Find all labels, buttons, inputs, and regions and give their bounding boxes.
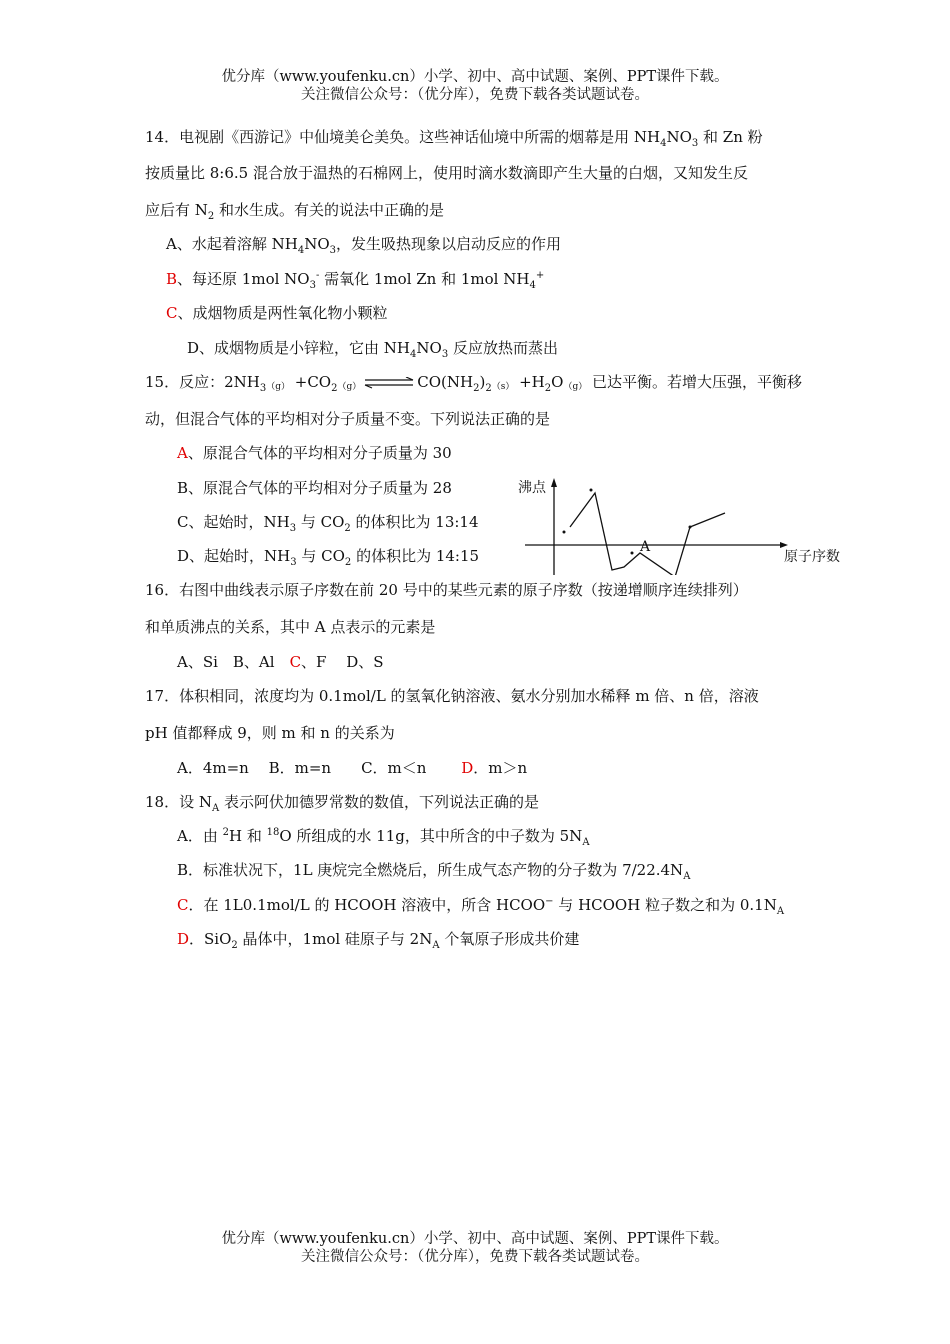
- boiling-point-curve: [570, 493, 725, 575]
- q18-option-a: A．由 $^2$H 和 $^{18}$O 所组成的水 11g，其中所含的中子数为 $5N_A$: [177, 827, 590, 848]
- q14-option-d: D、成烟物质是小锌粒，它由 $NH_4NO_3$ 反应放热而蒸出: [187, 339, 558, 360]
- q15-option-d: D、起始时，$NH_3$ 与 $CO_2$ 的体积比为 14:15: [177, 547, 480, 568]
- q15-option-a: A、原混合气体的平均相对分子质量为 30: [177, 444, 452, 462]
- q15-option-c: C、起始时，$NH_3$ 与 $CO_2$ 的体积比为 13:14: [177, 513, 479, 534]
- q15-line-2: 动，但混合气体的平均相对分子质量不变。下列说法正确的是: [145, 410, 551, 428]
- equilibrium-arrows-icon: [363, 377, 415, 389]
- q14-line-2: 按质量比 8:6.5 混合放于温热的石棉网上，使用时滴水数滴即产生大量的白烟，又知发生反: [145, 164, 748, 182]
- q14-option-a: A、水起着溶解 $NH_4NO_3$，发生吸热现象以启动反应的作用: [166, 235, 562, 256]
- y-axis-arrow-icon: [551, 478, 557, 487]
- q14-option-b: B、每还原 1mol $NO_3^-$ 需氧化 1mol Zn 和 1mol $NH_4^+$: [166, 270, 545, 291]
- q14-option-c: C、成烟物质是两性氧化物小颗粒: [166, 304, 388, 322]
- q14-line-1: 14．电视剧《西游记》中仙境美仑美奂。这些神话仙境中所需的烟幕是用 $NH_4NO_3$ 和 Zn 粉: [145, 128, 763, 149]
- header-line-2: 关注微信公众号：（优分库），免费下载各类试题试卷。: [301, 87, 649, 103]
- q18-line-1: 18．设 $N_A$ 表示阿伏加德罗常数的数值，下列说法正确的是: [145, 793, 539, 814]
- q15-line-1: 15．反应：$2NH_3(g) +CO_2(g)$ $CO(NH_2)_2(s) +H_2O(g)$ 已达平衡。若增大压强，平衡移: [145, 373, 802, 394]
- q17-line-1: 17．体积相同，浓度均为 0.1mol/L 的氢氧化钠溶液、氨水分别加水稀释 m 倍、n 倍，溶液: [145, 687, 759, 705]
- page-footer: [0, 1230, 950, 1266]
- x-axis-label: 原子序数: [784, 549, 840, 565]
- data-point: [590, 489, 593, 492]
- x-axis-arrow-icon: [780, 542, 788, 548]
- q15-option-b: B、原混合气体的平均相对分子质量为 28: [177, 479, 452, 497]
- data-point: [631, 552, 634, 555]
- data-point: [689, 526, 692, 529]
- q14-line-3: 应后有 $N_2$ 和水生成。有关的说法中正确的是: [145, 201, 445, 222]
- data-point: [563, 531, 566, 534]
- q18-option-c: C．在 1L0.1mol/L 的 HCOOH 溶液中，所含 HCOO− 与 HCOOH 粒子数之和为 $0.1N_A$: [177, 896, 785, 917]
- q16-options: A、Si B、Al C、F D、S: [177, 653, 384, 671]
- footer-line-2: 关注微信公众号：（优分库），免费下载各类试题试卷。: [301, 1249, 649, 1265]
- page-header: [0, 68, 950, 104]
- boiling-point-graph: [510, 475, 850, 575]
- header-line-1: 优分库（www.youfenku.cn）小学、初中、高中试题、案例、PPT课件下载。: [221, 69, 729, 85]
- q16-line-2: 和单质沸点的关系，其中 A 点表示的元素是: [145, 618, 436, 636]
- q17-line-2: pH 值都释成 9，则 m 和 n 的关系为: [145, 724, 395, 742]
- q18-option-d: D．SiO$_2$ 晶体中，1mol 硅原子与 $2N_A$ 个氧原子形成共价建: [177, 930, 580, 951]
- q18-option-b: B．标准状况下，1L 庚烷完全燃烧后，所生成气态产物的分子数为 $7/22.4N_A$: [177, 861, 691, 882]
- q17-options: A．4m=n B．m=n C．m＜n D．m＞n: [177, 759, 528, 777]
- y-axis-label: 沸点: [518, 480, 546, 496]
- point-a-label: A: [640, 539, 651, 555]
- footer-line-1: 优分库（www.youfenku.cn）小学、初中、高中试题、案例、PPT课件下载。: [221, 1231, 729, 1247]
- q16-line-1: 16．右图中曲线表示原子序数在前 20 号中的某些元素的原子序数（按递增顺序连续排列）: [145, 581, 748, 599]
